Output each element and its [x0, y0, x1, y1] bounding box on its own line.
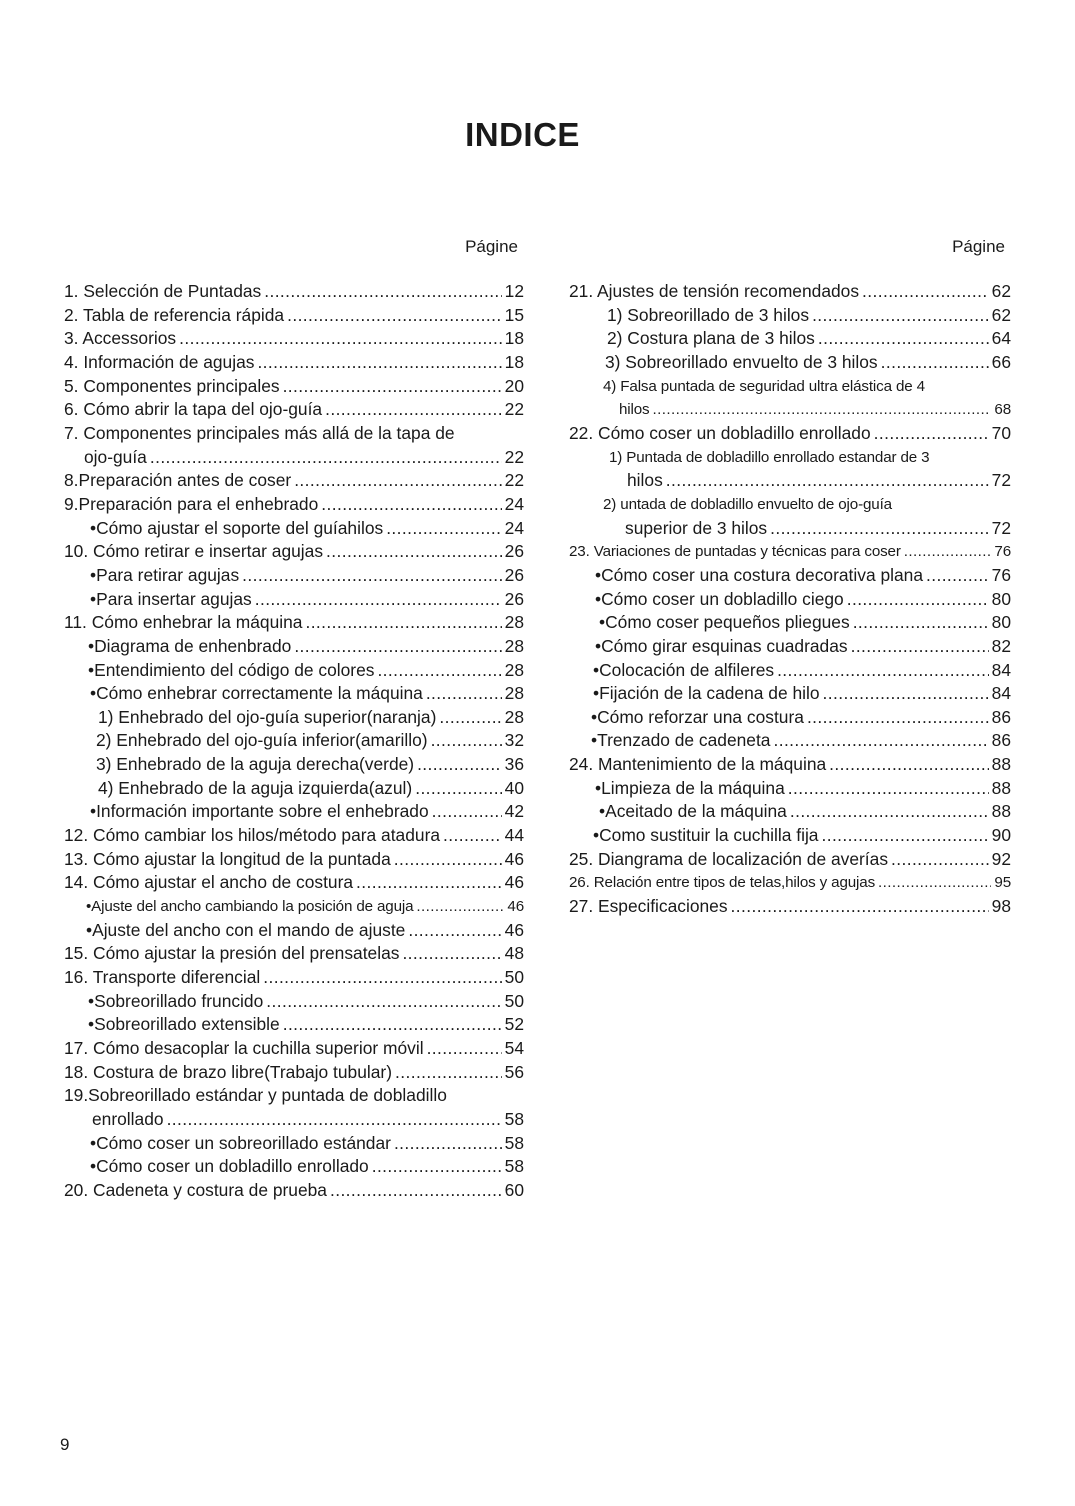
toc-entry-page: 86 [991, 706, 1011, 727]
toc-entry-label: 26. Relación entre tipos de telas,hilos y agujas [569, 874, 876, 892]
toc-entry-label: •Cómo coser pequeños pliegues [599, 612, 850, 633]
toc-entry[interactable] [569, 871, 1011, 895]
toc-entry[interactable] [64, 966, 524, 990]
toc-entry[interactable] [569, 517, 1011, 541]
dot-leader [321, 493, 501, 517]
dot-leader [926, 564, 989, 588]
toc-entry[interactable] [64, 1155, 524, 1179]
dot-leader [788, 777, 989, 801]
toc-entry-label: 25. Diangrama de localización de averías [569, 848, 889, 869]
toc-entry-page: 18 [504, 351, 524, 372]
dot-leader [402, 942, 501, 966]
toc-entry[interactable] [569, 659, 1011, 683]
toc-entry[interactable] [64, 1037, 524, 1061]
toc-entry-label: •Entendimiento del código de colores [88, 659, 375, 680]
toc-entry[interactable] [64, 398, 524, 422]
toc-entry-page: 64 [991, 328, 1011, 349]
dot-leader [416, 895, 504, 919]
toc-entry-label: •Limpieza de la máquina [595, 777, 785, 798]
toc-entry-page: 22 [504, 470, 524, 491]
toc-entry-label: •Cómo coser un sobreorillado estándar [90, 1132, 391, 1153]
toc-entry-page: 80 [991, 612, 1011, 633]
toc-entry[interactable] [64, 800, 524, 824]
toc-entry-label: •Para retirar agujas [90, 564, 240, 585]
toc-entry[interactable] [64, 1108, 524, 1132]
dot-leader [443, 824, 502, 848]
toc-entry-page: 90 [991, 825, 1011, 846]
toc-entry-label: •Información importante sobre el enhebrado [90, 801, 429, 822]
toc-entry-page: 58 [504, 1108, 524, 1129]
toc-entry[interactable] [64, 635, 524, 659]
dot-leader [874, 422, 989, 446]
toc-entry-page: 95 [994, 874, 1011, 892]
toc-entry-label: •Diagrama de enhenbrado [88, 635, 292, 656]
toc-entry[interactable] [569, 824, 1011, 848]
toc-entry-label: •Cómo coser un dobladillo ciego [595, 588, 844, 609]
toc-entry-label: 3. Accessorios [64, 328, 177, 349]
toc-entry-page: 36 [504, 754, 524, 775]
dot-leader [263, 966, 501, 990]
toc-entry-page: 28 [504, 612, 524, 633]
toc-entry[interactable] [569, 588, 1011, 612]
dot-leader [283, 1013, 502, 1037]
dot-leader [427, 1037, 502, 1061]
page-title: INDICE [465, 116, 580, 153]
toc-entry-label: •Ajuste del ancho cambiando la posición de aguja [86, 898, 414, 916]
toc-entry-label: 1) Enhebrado del ojo-guía superior(naranja) [98, 706, 437, 727]
toc-entry[interactable] [569, 895, 1011, 919]
toc-entry[interactable] [64, 564, 524, 588]
toc-entry[interactable] [64, 777, 524, 801]
toc-entry-label: •Cómo coser una costura decorativa plana [595, 564, 923, 585]
toc-entry-page: 46 [504, 919, 524, 940]
toc-entry-page: 92 [991, 848, 1011, 869]
toc-entry-label: 6. Cómo abrir la tapa del ojo-guía [64, 399, 323, 420]
dot-leader [283, 375, 502, 399]
toc-entry[interactable] [64, 1061, 524, 1085]
toc-entry-page: 40 [504, 777, 524, 798]
toc-entry-label: 21. Ajustes de tensión recomendados [569, 281, 860, 301]
toc-entry-page: 68 [994, 401, 1011, 419]
toc-entry-label: 20. Cadeneta y costura de prueba [64, 1179, 327, 1200]
toc-entry-label: enrollado [92, 1108, 164, 1129]
toc-entry[interactable] [569, 635, 1011, 659]
toc-entry-page: 62 [991, 304, 1011, 325]
toc-entry-page: 80 [991, 588, 1011, 609]
toc-entry[interactable] [64, 517, 524, 541]
toc-entry[interactable] [569, 327, 1011, 351]
toc-entry[interactable] [64, 469, 524, 493]
toc-entry-label: 24. Mantenimiento de la máquina [569, 754, 827, 775]
toc-entry[interactable] [64, 753, 524, 777]
toc-entry-page: 44 [504, 825, 524, 846]
toc-entry-label: •Como sustituir la cuchilla fija [593, 825, 819, 846]
dot-leader [150, 446, 502, 470]
toc-entry-page: 50 [504, 990, 524, 1011]
toc-entry-label: •Aceitado de la máquina [599, 801, 787, 822]
toc-entry-page: 20 [504, 375, 524, 396]
toc-entry-label: 11. Cómo enhebrar la máquina [64, 612, 303, 633]
dot-leader [257, 351, 501, 375]
toc-entry-label: 3) Sobreorillado envuelto de 3 hilos [605, 351, 878, 372]
dot-leader [330, 1179, 502, 1203]
toc-entry[interactable] [64, 351, 524, 375]
toc-entry-label: •Sobreorillado extensible [88, 1014, 280, 1035]
toc-entry-page: 24 [504, 517, 524, 538]
toc-entry-page: 76 [991, 564, 1011, 585]
toc-entry[interactable] [64, 824, 524, 848]
toc-entry[interactable] [64, 942, 524, 966]
toc-entry-label: 2) Enhebrado del ojo-guía inferior(amarillo) [96, 730, 428, 751]
toc-entry-page: 86 [991, 730, 1011, 751]
toc-entry-label: superior de 3 hilos [625, 517, 768, 538]
toc-entry-page: 46 [504, 848, 524, 869]
toc-entry-label: 4. Información de agujas [64, 351, 255, 372]
toc-entry-page: 88 [991, 777, 1011, 798]
toc-entry-label: 1) Puntada de dobladillo enrollado estandar de 3 [609, 448, 930, 466]
dot-leader [395, 1061, 502, 1085]
toc-entry-page: 28 [504, 683, 524, 704]
dot-leader [242, 564, 502, 588]
dot-leader [821, 824, 988, 848]
dot-leader [394, 1132, 502, 1156]
dot-leader [377, 659, 501, 683]
toc-entry-label: 18. Costura de brazo libre(Trabajo tubular) [64, 1061, 393, 1082]
toc-entry[interactable] [569, 848, 1011, 872]
toc-entry-label: •Cómo girar esquinas cuadradas [595, 635, 848, 656]
dot-leader [255, 588, 502, 612]
page-column-header: Págine [952, 237, 1005, 256]
dot-leader [851, 635, 989, 659]
toc-entry-label: •Trenzado de cadeneta [591, 730, 771, 751]
toc-entry-page: 18 [504, 328, 524, 349]
toc-entry-label: 4) Falsa puntada de seguridad ultra elástica de 4 [603, 377, 925, 395]
toc-entry[interactable] [64, 1179, 524, 1203]
toc-entry[interactable] [64, 611, 524, 635]
toc-entry-page: 88 [991, 801, 1011, 822]
dot-leader [829, 753, 988, 777]
dot-leader [777, 659, 989, 683]
toc-entry[interactable] [569, 611, 1011, 635]
toc-list [569, 280, 1011, 919]
toc-entry[interactable] [64, 280, 524, 304]
dot-leader [823, 682, 989, 706]
toc-entry[interactable] [64, 706, 524, 730]
page-column-header: Págine [465, 237, 518, 256]
toc-entry-label: 23. Variaciones de puntadas y técnicas para coser [569, 543, 901, 561]
dot-leader [770, 517, 989, 541]
toc-entry-page: 12 [504, 281, 524, 301]
toc-entry-label: 17. Cómo desacoplar la cuchilla superior móvil [64, 1038, 424, 1058]
toc-entry-page: 22 [504, 399, 524, 420]
toc-entry-label: 2) Costura plana de 3 hilos [607, 328, 815, 349]
toc-entry[interactable] [64, 990, 524, 1014]
toc-entry-page: 26 [504, 588, 524, 609]
page-number: 9 [60, 1435, 70, 1454]
toc-entry-page: 54 [504, 1038, 524, 1058]
dot-leader [325, 398, 502, 422]
toc-entry-label: 4) Enhebrado de la aguja izquierda(azul) [98, 777, 413, 798]
toc-entry[interactable] [64, 659, 524, 683]
toc-entry[interactable] [64, 682, 524, 706]
dot-leader [812, 304, 989, 328]
toc-entry[interactable] [569, 800, 1011, 824]
toc-entry[interactable] [64, 446, 524, 470]
toc-entry-page: 56 [504, 1061, 524, 1082]
toc-entry[interactable] [569, 469, 1011, 493]
toc-entry-page: 28 [504, 635, 524, 656]
toc-entry-page: 84 [991, 659, 1011, 680]
toc-entry-label: 13. Cómo ajustar la longitud de la puntada [64, 848, 391, 869]
toc-entry-page: 52 [504, 1014, 524, 1035]
toc-entry-page: 46 [507, 898, 524, 916]
toc-entry[interactable] [569, 729, 1011, 753]
toc-entry[interactable] [569, 398, 1011, 422]
toc-entry-label: 10. Cómo retirar e insertar agujas [64, 541, 324, 562]
toc-entry-page: 60 [504, 1179, 524, 1200]
toc-entry-label: 2. Tabla de referencia rápida [64, 304, 285, 325]
toc-entry[interactable] [569, 706, 1011, 730]
toc-entry-label: hilos [627, 470, 663, 491]
toc-entry-label: •Cómo enhebrar correctamente la máquina [90, 683, 423, 704]
dot-leader [415, 777, 501, 801]
toc-column-left [64, 233, 524, 1203]
dot-leader [356, 871, 502, 895]
toc-entry-label: •Ajuste del ancho con el mando de ajuste [86, 919, 406, 940]
dot-leader [372, 1155, 502, 1179]
toc-entry-label: 19.Sobreorillado estándar y puntada de dobladillo [64, 1085, 447, 1106]
toc-entry[interactable] [64, 729, 524, 753]
toc-entry-page: 32 [504, 730, 524, 751]
dot-leader [666, 469, 989, 493]
dot-leader [431, 729, 502, 753]
toc-entry-page: 22 [504, 446, 524, 467]
dot-leader [891, 848, 989, 872]
toc-entry-label: 1. Selección de Puntadas [64, 281, 262, 301]
dot-leader [790, 800, 989, 824]
dot-leader [426, 682, 502, 706]
toc-entry-label: 1) Sobreorillado de 3 hilos [607, 304, 810, 325]
dot-leader [167, 1108, 502, 1132]
toc-entry-page: 24 [504, 493, 524, 514]
dot-leader [287, 304, 502, 328]
toc-entry-label: •Fijación de la cadena de hilo [593, 683, 820, 704]
toc-entry-label: ojo-guía [84, 446, 147, 467]
toc-entry-page: 62 [991, 281, 1011, 301]
dot-leader [773, 729, 988, 753]
toc-entry-page: 42 [504, 801, 524, 822]
toc-entry-page: 98 [991, 896, 1011, 917]
toc-entry-label: 2) untada de dobladillo envuelto de ojo-guía [603, 495, 892, 513]
toc-entry[interactable] [64, 540, 524, 564]
toc-entry[interactable] [64, 1084, 524, 1108]
dot-leader [432, 800, 502, 824]
dot-leader [386, 517, 501, 541]
toc-entry-label: •Cómo coser un dobladillo enrollado [90, 1156, 369, 1177]
toc-entry-page: 66 [991, 351, 1011, 372]
toc-entry[interactable] [569, 753, 1011, 777]
toc-entry-page: 76 [994, 543, 1011, 561]
toc-entry-page: 58 [504, 1132, 524, 1153]
toc-entry[interactable] [569, 422, 1011, 446]
toc-entry[interactable] [569, 493, 1011, 517]
toc-list [64, 280, 524, 1203]
dot-leader [264, 280, 501, 304]
dot-leader [394, 848, 502, 872]
toc-entry-label: 9.Preparación para el enhebrado [64, 493, 319, 514]
toc-entry-page: 26 [504, 541, 524, 562]
dot-leader [807, 706, 989, 730]
toc-entry[interactable] [569, 446, 1011, 470]
toc-entry[interactable] [64, 1013, 524, 1037]
toc-entry-label: 22. Cómo coser un dobladillo enrollado [569, 422, 871, 443]
toc-entry[interactable] [569, 682, 1011, 706]
toc-entry-label: 14. Cómo ajustar el ancho de costura [64, 872, 354, 893]
toc-entry-page: 88 [991, 754, 1011, 775]
toc-entry[interactable] [569, 375, 1011, 399]
dot-leader [294, 469, 501, 493]
toc-entry-page: 26 [504, 564, 524, 585]
toc-entry-page: 28 [504, 706, 524, 727]
dot-leader [408, 919, 501, 943]
dot-leader [847, 588, 989, 612]
toc-entry-label: 16. Transporte diferencial [64, 967, 261, 988]
toc-entry-label: •Cómo ajustar el soporte del guíahilos [90, 517, 384, 538]
toc-entry-label: •Sobreorillado fruncido [88, 990, 264, 1011]
dot-leader [881, 351, 989, 375]
dot-leader [862, 280, 989, 304]
toc-entry-label: 7. Componentes principales más allá de la tapa de [64, 422, 455, 443]
dot-leader [653, 398, 992, 422]
toc-entry[interactable] [64, 848, 524, 872]
dot-leader [266, 990, 501, 1014]
toc-entry-label: 8.Preparación antes de coser [64, 470, 292, 491]
toc-entry[interactable] [64, 422, 524, 446]
toc-entry-page: 28 [504, 659, 524, 680]
toc-entry-page: 82 [991, 635, 1011, 656]
toc-entry[interactable] [64, 871, 524, 895]
toc-entry-label: •Cómo reforzar una costura [591, 706, 804, 727]
dot-leader [417, 753, 502, 777]
toc-entry[interactable] [64, 375, 524, 399]
toc-entry[interactable] [569, 777, 1011, 801]
toc-entry-page: 70 [991, 422, 1011, 443]
toc-entry[interactable] [64, 493, 524, 517]
toc-entry[interactable] [64, 327, 524, 351]
toc-entry[interactable] [64, 895, 524, 919]
dot-leader [305, 611, 501, 635]
toc-entry-page: 50 [504, 967, 524, 988]
toc-entry-page: 46 [504, 872, 524, 893]
dot-leader [818, 327, 989, 351]
dot-leader [294, 635, 501, 659]
toc-entry-label: 15. Cómo ajustar la presión del prensatelas [64, 943, 400, 964]
toc-column-right [569, 233, 1011, 919]
dot-leader [904, 540, 992, 564]
toc-entry[interactable] [569, 304, 1011, 328]
dot-leader [878, 871, 991, 895]
toc-entry-label: 12. Cómo cambiar los hilos/método para atadura [64, 825, 441, 846]
toc-entry[interactable] [64, 919, 524, 943]
toc-entry-page: 72 [991, 470, 1011, 491]
toc-entry[interactable] [64, 1132, 524, 1156]
toc-entry[interactable] [569, 540, 1011, 564]
dot-leader [179, 327, 502, 351]
dot-leader [731, 895, 989, 919]
dot-leader [853, 611, 989, 635]
toc-entry-page: 72 [991, 517, 1011, 538]
toc-entry-label: 5. Componentes principales [64, 375, 280, 396]
toc-entry[interactable] [64, 304, 524, 328]
toc-entry-page: 84 [991, 683, 1011, 704]
toc-entry-page: 48 [504, 943, 524, 964]
toc-entry-page: 15 [504, 304, 524, 325]
toc-entry-page: 58 [504, 1156, 524, 1177]
toc-entry[interactable] [64, 588, 524, 612]
dot-leader [326, 540, 502, 564]
toc-entry-label: hilos [619, 401, 650, 419]
toc-entry-label: •Para insertar agujas [90, 588, 252, 609]
dot-leader [439, 706, 501, 730]
toc-entry[interactable] [569, 280, 1011, 304]
toc-entry[interactable] [569, 351, 1011, 375]
toc-entry-label: 3) Enhebrado de la aguja derecha(verde) [96, 754, 415, 775]
toc-entry-label: •Colocación de alfileres [593, 659, 775, 680]
toc-entry-label: 27. Especificaciones [569, 896, 728, 917]
toc-entry[interactable] [569, 564, 1011, 588]
